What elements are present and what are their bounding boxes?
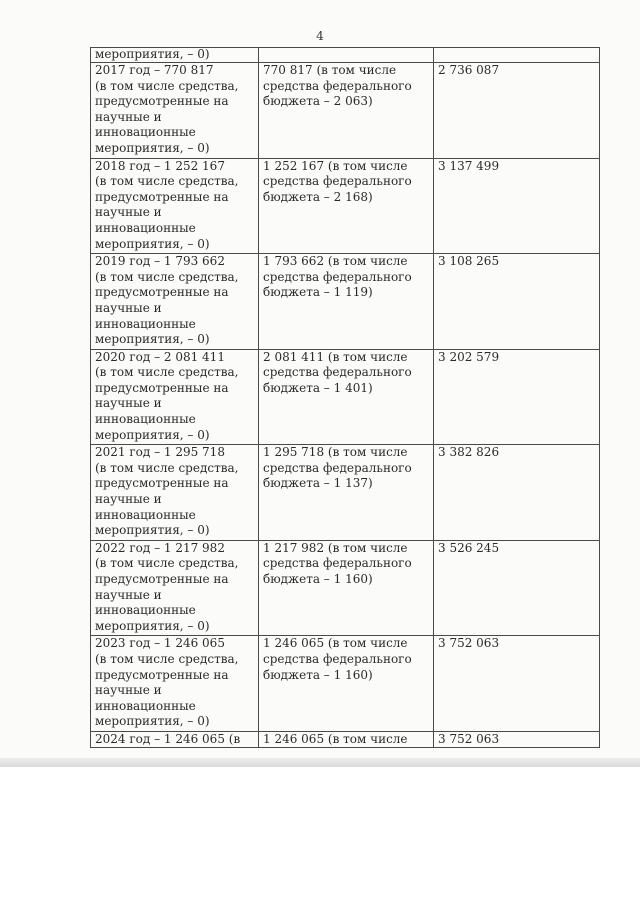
cell-year-total: 2022 год – 1 217 982 (в том числе средства, предусмотренные на научные и инновационные мероприятия, – 0) <box>91 540 259 636</box>
cell-federal-share: 1 217 982 (в том числе средства федерального бюджета – 1 160) <box>259 540 434 636</box>
table-row <box>91 731 600 747</box>
cell-amount: 3 752 063 <box>434 731 600 747</box>
cell-amount: 3 137 499 <box>434 158 600 254</box>
cell-federal-share: 1 246 065 (в том числе <box>259 731 434 747</box>
cell-amount: 3 526 245 <box>434 540 600 636</box>
cell-year-total: 2021 год – 1 295 718 (в том числе средства, предусмотренные на научные и инновационные мероприятия, – 0) <box>91 445 259 541</box>
cell-amount: 3 108 265 <box>434 254 600 350</box>
cell-amount: 3 752 063 <box>434 636 600 732</box>
cell-year-total: 2020 год – 2 081 411 (в том числе средства, предусмотренные на научные и инновационные мероприятия, – 0) <box>91 349 259 445</box>
cell-federal-share: 1 252 167 (в том числе средства федерального бюджета – 2 168) <box>259 158 434 254</box>
table-row <box>91 349 600 445</box>
table-row <box>91 63 600 159</box>
table-row <box>91 540 600 636</box>
table-row <box>91 445 600 541</box>
funding-table <box>90 47 600 748</box>
cell-year-total: 2018 год – 1 252 167 (в том числе средства, предусмотренные на научные и инновационные мероприятия, – 0) <box>91 158 259 254</box>
cell-year-total: 2023 год – 1 246 065 (в том числе средства, предусмотренные на научные и инновационные мероприятия, – 0) <box>91 636 259 732</box>
cell-federal-share: 1 793 662 (в том числе средства федерального бюджета – 1 119) <box>259 254 434 350</box>
table-row <box>91 636 600 732</box>
cell-year-total: мероприятия, – 0) <box>91 48 259 63</box>
cell-federal-share: 1 246 065 (в том числе средства федерального бюджета – 1 160) <box>259 636 434 732</box>
cell-amount <box>434 48 600 63</box>
page-number: 4 <box>316 29 324 43</box>
table-row <box>91 48 600 63</box>
cell-year-total: 2024 год – 1 246 065 (в <box>91 731 259 747</box>
cell-year-total: 2017 год – 770 817 (в том числе средства, предусмотренные на научные и инновационные мероприятия, – 0) <box>91 63 259 159</box>
scan-edge-shadow <box>0 758 640 767</box>
cell-amount: 2 736 087 <box>434 63 600 159</box>
cell-federal-share: 2 081 411 (в том числе средства федерального бюджета – 1 401) <box>259 349 434 445</box>
cell-federal-share <box>259 48 434 63</box>
cell-federal-share: 770 817 (в том числе средства федерального бюджета – 2 063) <box>259 63 434 159</box>
table-row <box>91 254 600 350</box>
table-row <box>91 158 600 254</box>
cell-federal-share: 1 295 718 (в том числе средства федерального бюджета – 1 137) <box>259 445 434 541</box>
cell-amount: 3 202 579 <box>434 349 600 445</box>
cell-amount: 3 382 826 <box>434 445 600 541</box>
cell-year-total: 2019 год – 1 793 662 (в том числе средства, предусмотренные на научные и инновационные мероприятия, – 0) <box>91 254 259 350</box>
